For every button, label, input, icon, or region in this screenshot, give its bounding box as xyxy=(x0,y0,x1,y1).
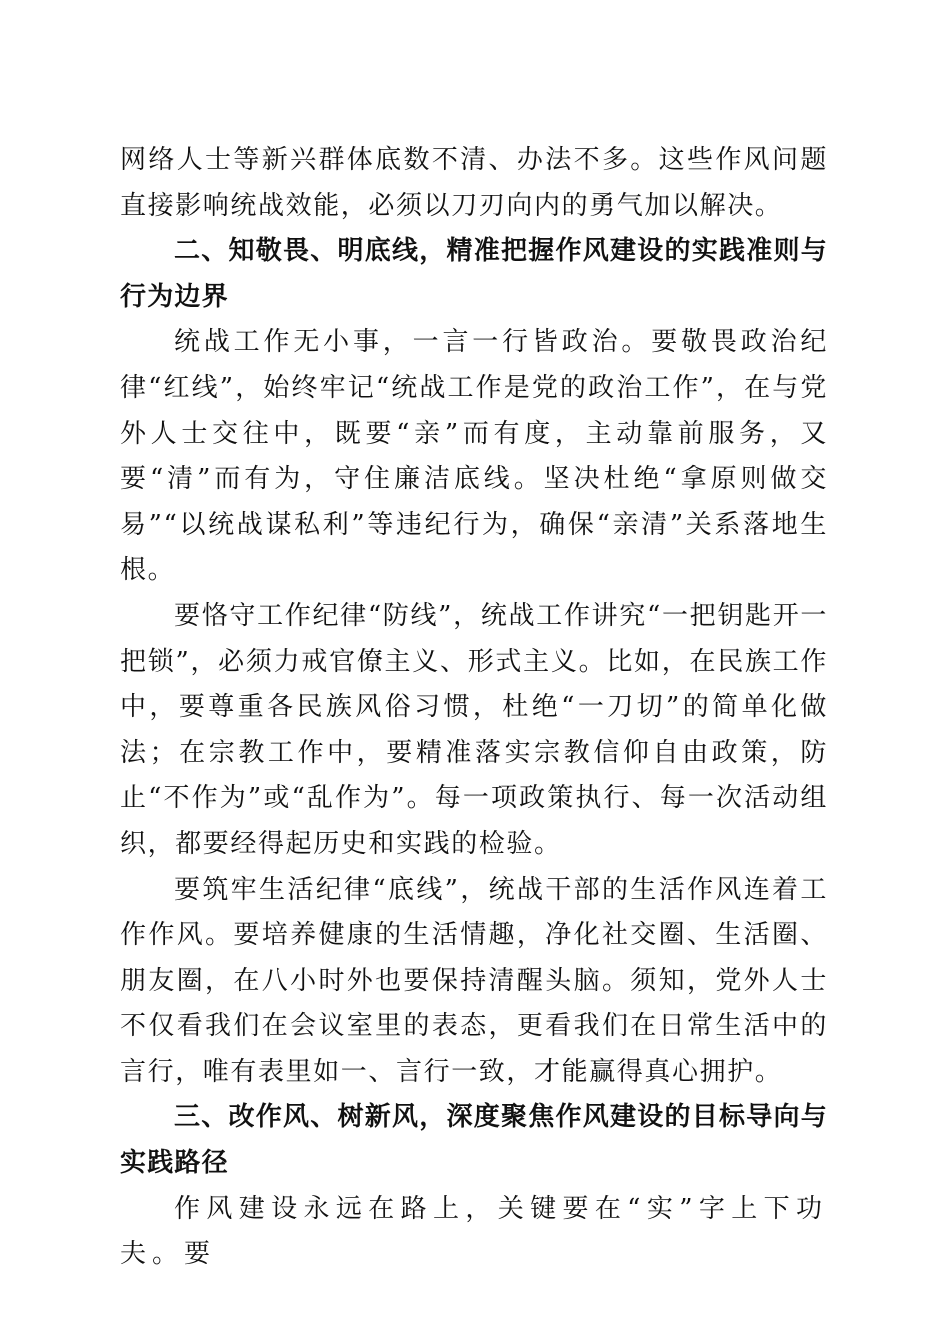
paragraph-continuation: 网络人士等新兴群体底数不清、办法不多。这些作风问题直接影响统战效能，必须以刀刃向内的勇气加以解决。 xyxy=(120,145,828,221)
paragraph-style-building: 作风建设永远在路上，关键要在“实”字上下功夫。要 xyxy=(120,1193,828,1270)
section-heading-two: 二、知敬畏、明底线，精准把握作风建设的实践准则与行为边界 xyxy=(120,236,828,312)
document-body xyxy=(120,138,828,1278)
section-heading-three: 三、改作风、树新风，深度聚焦作风建设的目标导向与实践路径 xyxy=(120,1102,828,1179)
paragraph-political-discipline: 统战工作无小事，一言一行皆政治。要敬畏政治纪律“红线”，始终牢记“统战工作是党的政治工作”，在与党外人士交往中，既要“亲”而有度，主动靠前服务，又要“清”而有为，守住廉洁底线。坚决杜绝“拿原则做交易”“以统战谋私利”等违纪行为，确保“亲清”关系落地生根。 xyxy=(120,327,828,586)
paragraph-work-discipline: 要恪守工作纪律“防线”，统战工作讲究“一把钥匙开一把锁”，必须力戒官僚主义、形式主义。比如，在民族工作中，要尊重各民族风俗习惯，杜绝“一刀切”的简单化做法；在宗教工作中，要精准落实宗教信仰自由政策，防止“不作为”或“乱作为”。每一项政策执行、每一次活动组织，都要经得起历史和实践的检验。 xyxy=(120,600,828,859)
paragraph-life-discipline: 要筑牢生活纪律“底线”，统战干部的生活作风连着工作作风。要培养健康的生活情趣，净化社交圈、生活圈、朋友圈，在八小时外也要保持清醒头脑。须知，党外人士不仅看我们在会议室里的表态，更看我们在日常生活中的言行，唯有表里如一、言行一致，才能赢得真心拥护。 xyxy=(120,874,828,1087)
